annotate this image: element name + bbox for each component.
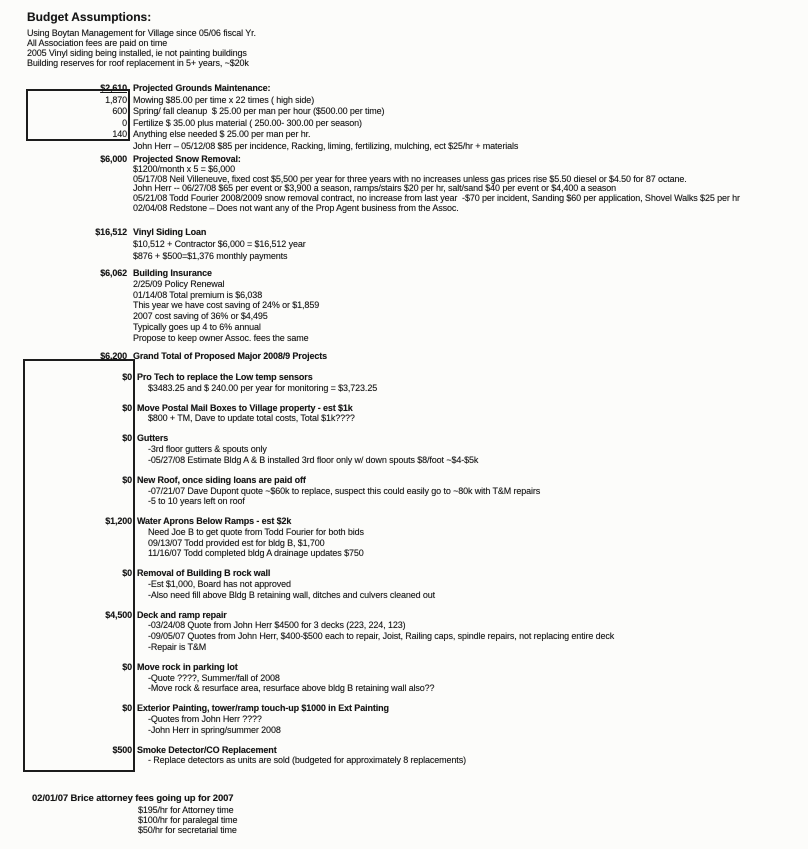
section-row <box>0 311 808 322</box>
section-header-row <box>0 268 808 279</box>
row-text: John Herr -- 06/27/08 $65 per event or $3,900 a season, ramps/stairs $20 per hr, salt/sand $40 per event or $4,400 a season <box>133 183 617 194</box>
project-amount: $0 <box>122 661 132 672</box>
section-amount: $16,512 <box>95 226 127 237</box>
project-header-row <box>0 403 808 414</box>
project-header-row <box>0 703 808 714</box>
section-title: Building Insurance <box>133 267 212 278</box>
project-header-row <box>0 745 808 756</box>
project-detail-line: -Est $1,000, Board has not approved <box>148 579 291 590</box>
project-title: Pro Tech to replace the Low temp sensors <box>137 372 313 382</box>
project-item <box>0 610 808 653</box>
project-amount: $0 <box>122 703 132 714</box>
row-value: 1,870 <box>105 94 127 105</box>
project-amount: $0 <box>122 474 132 485</box>
section-title: Projected Snow Removal: <box>133 153 241 164</box>
row-text: 2/25/09 Policy Renewal <box>133 278 225 289</box>
project-item <box>0 745 808 766</box>
footer-detail-line: $100/hr for paralegal time <box>138 815 238 826</box>
row-text: $10,512 + Contractor $6,000 = $16,512 year <box>133 238 306 249</box>
project-detail-line: -05/27/08 Estimate Bldg A & B installed 3rd floor only w/ down spouts $8/foot ~$4-$5k <box>148 454 479 465</box>
section-row <box>0 333 808 344</box>
section-amount: $6,000 <box>100 153 127 164</box>
section-row <box>0 129 808 141</box>
project-item <box>0 372 808 393</box>
section-amount: $6,200 <box>100 351 127 362</box>
project-title: Smoke Detector/CO Replacement <box>137 744 277 755</box>
budget-section <box>0 226 808 262</box>
project-header-row <box>0 372 808 383</box>
budget-sections <box>0 83 808 362</box>
row-text: Propose to keep owner Assoc. fees the same <box>133 333 309 344</box>
project-detail-line: -03/24/08 Quote from John Herr $4500 for 3 decks (223, 224, 123) <box>148 620 406 631</box>
row-text: Fertilize $ 35.00 plus material ( 250.00- 300.00 per season) <box>133 117 362 128</box>
budget-section <box>0 83 808 153</box>
row-text: 05/21/08 Todd Fourier 2008/2009 snow removal contract, no increase from last year -$70 per incident, Sanding $60 per application, Shovel Walks $25 per hr <box>133 193 740 204</box>
section-row <box>0 141 808 153</box>
row-text: 02/04/08 Redstone – Does not want any of the Prop Agent business from the Assoc. <box>133 202 459 213</box>
section-row <box>0 204 808 214</box>
document-title: Budget Assumptions: <box>27 10 152 24</box>
project-header-row <box>0 475 808 486</box>
section-amount: $2,610 <box>100 83 127 93</box>
row-text: $1200/month x 5 = $6,000 <box>133 163 235 174</box>
row-text: Mowing $85.00 per time x 22 times ( high side) <box>133 94 315 105</box>
project-header-row <box>0 433 808 444</box>
project-amount: $0 <box>122 372 132 382</box>
intro-note-line: Building reserves for roof replacement in 5+ years, ~$20k <box>27 57 249 68</box>
project-title: Water Aprons Below Ramps - est $2k <box>137 516 292 527</box>
project-detail-line: Need Joe B to get quote from Todd Fourier for both bids <box>148 526 364 537</box>
row-text: This year we have cost saving of 24% or $1,859 <box>133 300 320 311</box>
section-amount: $6,062 <box>100 267 127 278</box>
section-title: Vinyl Siding Loan <box>133 226 207 237</box>
project-amount: $4,500 <box>105 609 132 620</box>
row-text: 05/17/08 Neil Villeneuve, fixed cost $5,500 per year for three years with no increases unless gas prices rise $5.50 diesel or $4.50 for 87 octane. <box>133 173 687 184</box>
intro-note-line: 2005 Vinyl siding being installed, ie not painting buildings <box>27 47 247 58</box>
project-detail-line: $800 + TM, Dave to update total costs, Total $1k???? <box>148 413 355 424</box>
document-header <box>27 10 256 69</box>
project-item <box>0 662 808 694</box>
project-detail-line: -John Herr in spring/summer 2008 <box>148 724 281 735</box>
row-text: Typically goes up 4 to 6% annual <box>133 322 261 333</box>
row-text: Spring/ fall cleanup $ 25.00 per man per hour ($500.00 per time) <box>133 106 385 117</box>
project-detail-line: - Replace detectors as units are sold (budgeted for approximately 8 replacements) <box>148 755 466 766</box>
row-text: John Herr – 05/12/08 $85 per incidence, Racking, liming, fertilizing, mulching, ect $25/hr + materials <box>133 140 519 151</box>
project-detail-line: -09/05/07 Quotes from John Herr, $400-$500 each to repair, Joist, Railing caps, spindle repairs, not replacing entire deck <box>148 631 615 642</box>
project-detail-line: -3rd floor gutters & spouts only <box>148 444 267 455</box>
budget-section <box>0 155 808 214</box>
project-title: New Roof, once siding loans are paid off <box>137 474 306 485</box>
section-row <box>0 279 808 290</box>
project-amount: $0 <box>122 433 132 444</box>
project-detail-line: -5 to 10 years left on roof <box>148 496 245 507</box>
section-title: Projected Grounds Maintenance: <box>133 83 271 93</box>
section-row <box>0 300 808 311</box>
row-text: 01/14/08 Total premium is $6,038 <box>133 289 263 300</box>
section-row <box>0 95 808 107</box>
project-item <box>0 568 808 600</box>
project-detail-line: -Move rock & resurface area, resurface above bldg B retaining wall also?? <box>148 683 435 694</box>
row-text: Anything else needed $ 25.00 per man per hr. <box>133 129 311 140</box>
footer-detail-lines <box>0 805 808 836</box>
project-detail-line: -Repair is T&M <box>148 641 207 652</box>
section-title: Grand Total of Proposed Major 2008/9 Projects <box>133 351 327 362</box>
footer-detail-line: $50/hr for secretarial time <box>138 825 237 836</box>
section-header-row <box>0 83 808 95</box>
section-row <box>0 322 808 333</box>
intro-note-line: All Association fees are paid on time <box>27 37 168 48</box>
project-title: Deck and ramp repair <box>137 609 227 620</box>
section-row <box>0 250 808 262</box>
project-amount: $0 <box>122 568 132 579</box>
project-detail-line: -Quote ????, Summer/fall of 2008 <box>148 672 280 683</box>
project-title: Gutters <box>137 433 169 444</box>
section-row <box>0 238 808 250</box>
project-amount: $1,200 <box>105 516 132 527</box>
project-header-row <box>0 662 808 673</box>
project-item <box>0 433 808 465</box>
row-value: 140 <box>112 129 127 140</box>
project-detail-line: 09/13/07 Todd provided est for bldg B, $1,700 <box>148 537 325 548</box>
budget-section <box>0 268 808 344</box>
project-item <box>0 403 808 424</box>
project-detail-line: 11/16/07 Todd completed bldg A drainage updates $750 <box>148 548 364 559</box>
footer-note <box>0 793 808 836</box>
section-header-row <box>0 155 808 165</box>
project-amount: $0 <box>122 402 132 413</box>
project-detail-line: -Quotes from John Herr ???? <box>148 713 262 724</box>
intro-notes <box>27 29 256 69</box>
project-title: Move rock in parking lot <box>137 661 238 672</box>
project-title: Removal of Building B rock wall <box>137 568 271 579</box>
row-value: 0 <box>122 117 127 128</box>
project-title: Move Postal Mail Boxes to Village property - est $1k <box>137 402 353 413</box>
project-header-row <box>0 516 808 527</box>
row-text: $876 + $500=$1,376 monthly payments <box>133 250 288 261</box>
project-detail-line: $3483.25 and $ 240.00 per year for monitoring = $3,723.25 <box>148 382 378 393</box>
project-detail-line: -Also need fill above Bldg B retaining wall, ditches and culvers cleaned out <box>148 589 436 600</box>
section-header-row <box>0 226 808 238</box>
project-header-row <box>0 568 808 579</box>
project-title: Exterior Painting, tower/ramp touch-up $1000 in Ext Painting <box>137 703 389 714</box>
project-item <box>0 475 808 507</box>
project-detail-line: -07/21/07 Dave Dupont quote ~$60k to replace, suspect this could easily go to ~80k with T&M repairs <box>148 485 541 496</box>
footer-title: 02/01/07 Brice attorney fees going up for 2007 <box>32 793 234 804</box>
intro-note-line: Using Boytan Management for Village since 05/06 fiscal Yr. <box>27 28 256 38</box>
footer-detail-line: $195/hr for Attorney time <box>138 805 234 815</box>
row-value: 600 <box>112 106 127 117</box>
section-row <box>0 106 808 118</box>
row-text: 2007 cost saving of 36% or $4,495 <box>133 311 268 322</box>
projects-list <box>0 361 808 766</box>
section-row <box>0 290 808 301</box>
project-item <box>0 516 808 559</box>
project-amount: $500 <box>112 744 132 755</box>
project-item <box>0 703 808 735</box>
section-row <box>0 118 808 130</box>
project-header-row <box>0 610 808 621</box>
